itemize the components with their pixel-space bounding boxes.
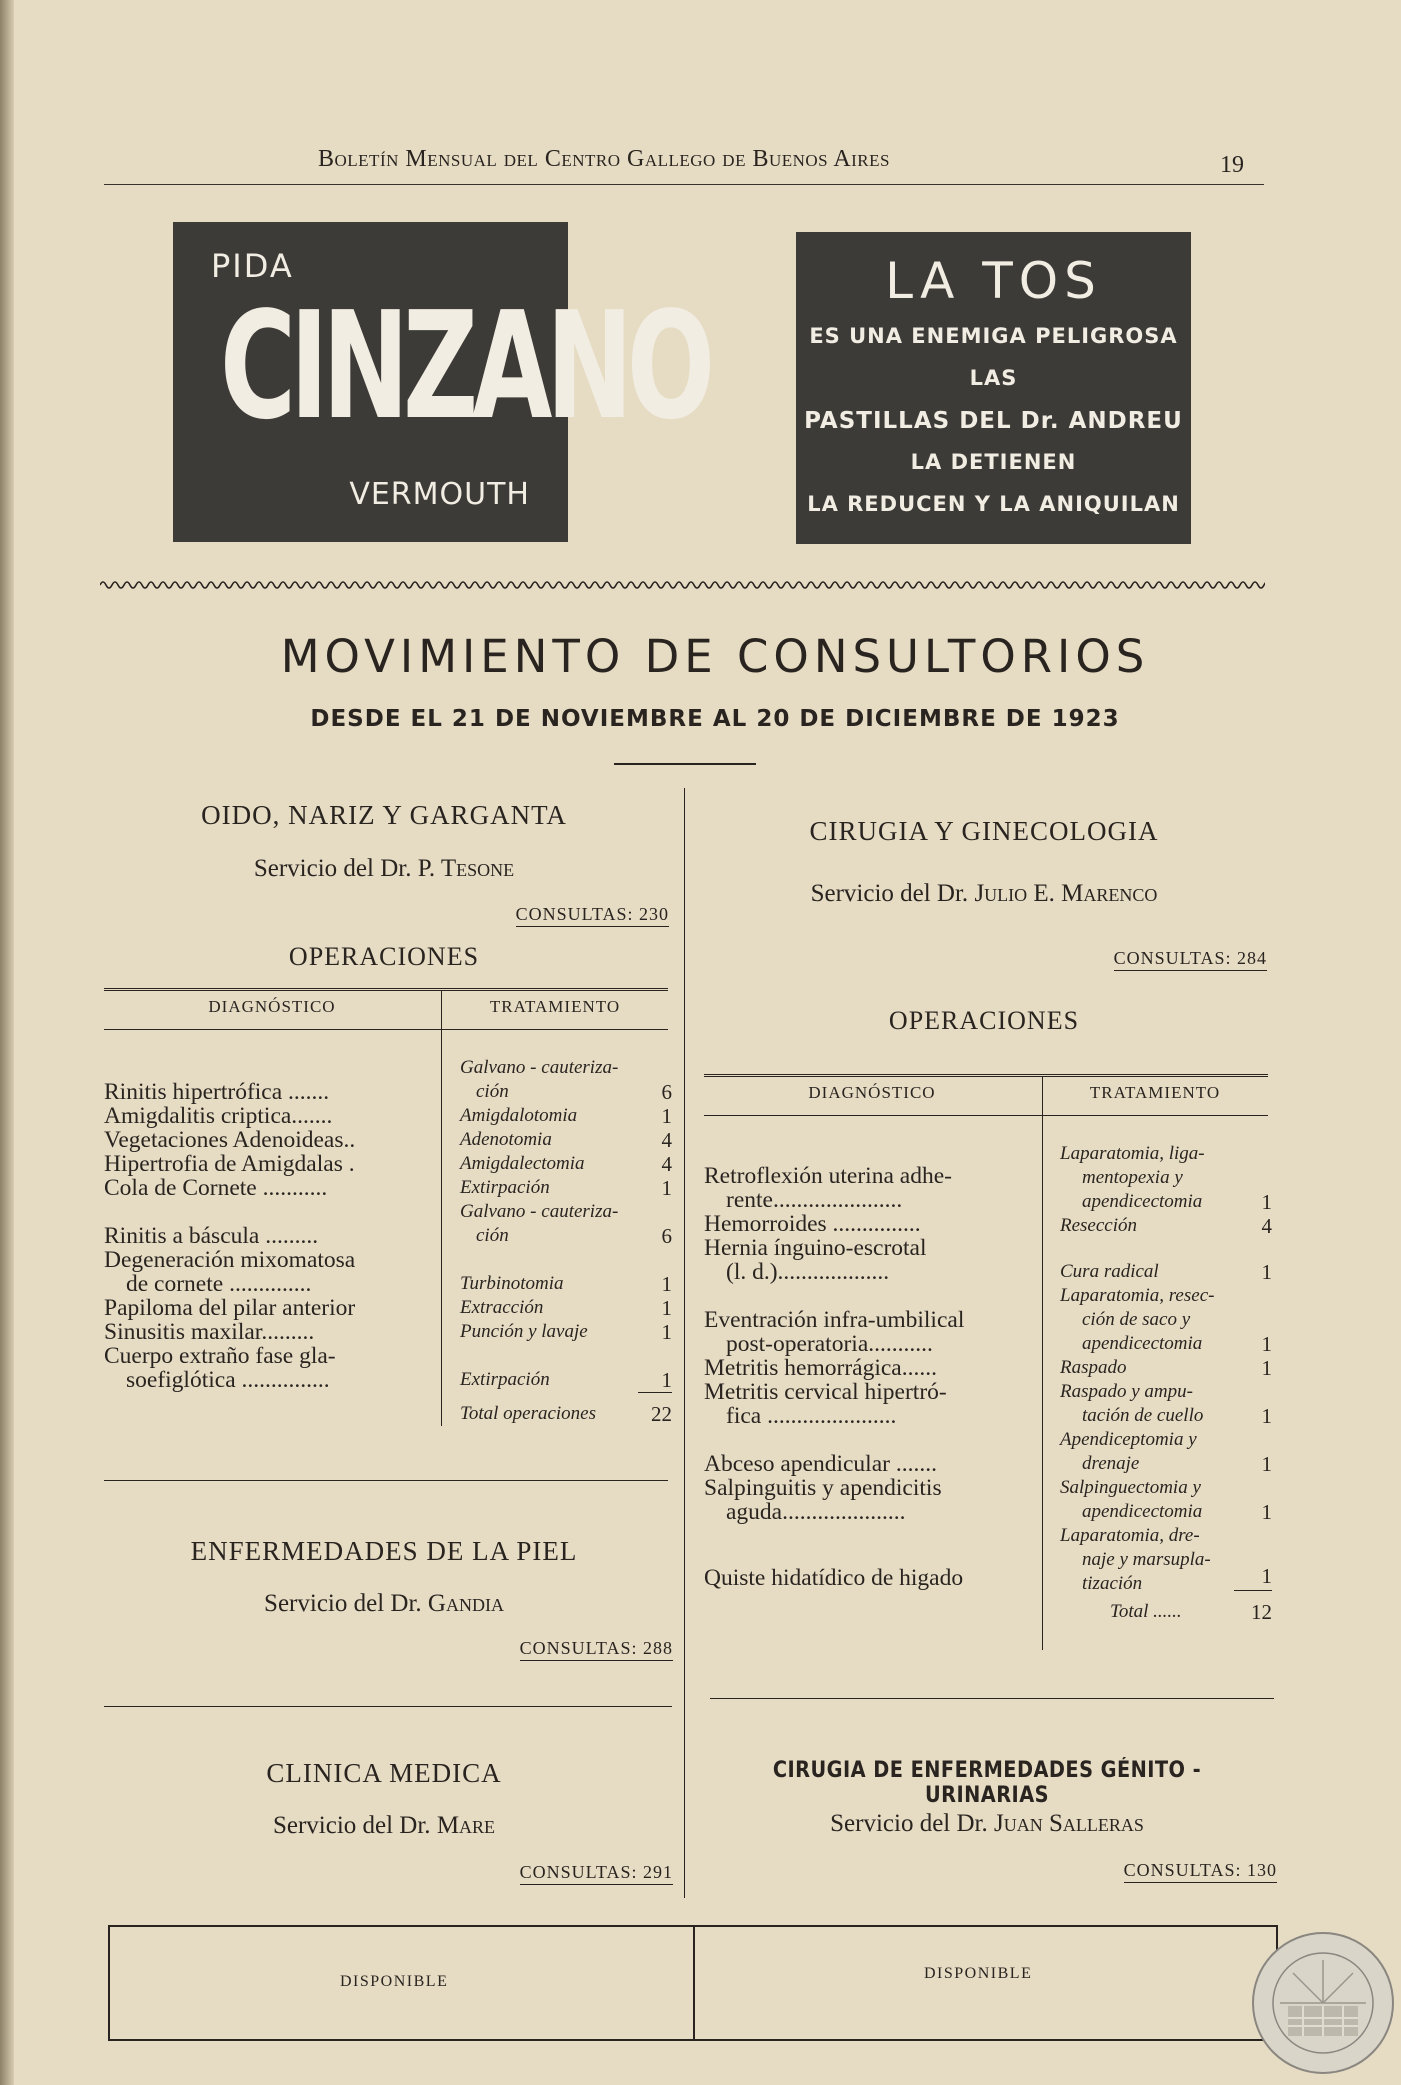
diag-item: Quiste hidatídico de higado <box>704 1565 964 1591</box>
count: 1 <box>1261 1564 1272 1588</box>
piel-title: ENFERMEDADES DE LA PIEL <box>190 1536 578 1566</box>
count: 6 <box>661 1224 672 1248</box>
trat-item: tación de cuello <box>1082 1405 1204 1426</box>
diag-item: Eventración infra-umbilical <box>704 1307 965 1333</box>
trat-item: Apendiceptomia y <box>1060 1429 1197 1450</box>
count: 1 <box>661 1296 672 1320</box>
trat-item: Extirpación <box>460 1369 550 1390</box>
page-binding-edge <box>0 0 14 2085</box>
servicio-label: Servicio del Dr. <box>264 1590 422 1617</box>
clinica-title: CLINICA MEDICA <box>266 1758 502 1788</box>
servicio-label: Servicio del Dr. <box>272 1812 431 1839</box>
count-total: 12 <box>1251 1600 1272 1624</box>
header-title: Boletín Mensual del Centro Gallego de Buenos Aires <box>318 146 890 172</box>
oido-table-divider <box>441 990 442 1426</box>
oido-consultas: CONSULTAS: 230 <box>516 904 669 927</box>
page-number: 19 <box>1220 152 1244 178</box>
diag-item: (l. d.)................... <box>726 1259 890 1285</box>
count: 1 <box>1261 1500 1272 1524</box>
disponible-divider <box>693 1927 695 2039</box>
diag-item: Hipertrofia de Amigdalas . <box>104 1151 355 1177</box>
count: 4 <box>1261 1214 1272 1238</box>
cinzano-vermouth: VERMOUTH <box>349 477 530 512</box>
genito-servicio <box>704 1810 1270 1838</box>
doctor-name: P. Tesone <box>417 855 515 882</box>
doctor-name: Mare <box>436 1812 496 1839</box>
section-rule <box>104 1480 668 1481</box>
tos-line: PASTILLAS DEL Dr. ANDREU <box>804 408 1183 434</box>
trat-item: ción <box>476 1225 509 1246</box>
trat-item: apendicectomia <box>1082 1191 1203 1212</box>
tos-line: ES UNA ENEMIGA PELIGROSA <box>809 324 1178 348</box>
diag-item: Papiloma del pilar anterior <box>104 1295 356 1321</box>
sum-rule <box>638 1392 672 1393</box>
count: 1 <box>1261 1356 1272 1380</box>
count: 1 <box>661 1272 672 1296</box>
count: 4 <box>661 1128 672 1152</box>
oido-servicio <box>104 855 664 883</box>
diag-item: aguda..................... <box>726 1499 906 1525</box>
servicio-label: Servicio del Dr. <box>253 855 412 882</box>
diag-item: de cornete .............. <box>126 1271 312 1297</box>
count: 1 <box>1261 1190 1272 1214</box>
tos-line: LA REDUCEN Y LA ANIQUILAN <box>807 492 1180 516</box>
trat-item: mentopexia y <box>1082 1167 1183 1188</box>
doctor-name: Julio E. Marenco <box>974 880 1158 907</box>
disponible-left: DISPONIBLE <box>340 1973 449 1990</box>
cinzano-brand: CINZANO <box>219 280 709 452</box>
oido-title: OIDO, NARIZ Y GARGANTA <box>201 800 567 830</box>
trat-item: Amigdalotomia <box>460 1105 578 1126</box>
cinzano-advertisement <box>173 222 709 542</box>
count: 1 <box>1261 1404 1272 1428</box>
trat-item: drenaje <box>1082 1453 1140 1474</box>
cirugia-operaciones: OPERACIONES <box>888 1006 1080 1035</box>
trat-total: Total operaciones <box>460 1403 596 1424</box>
diag-item: Abceso apendicular ....... <box>704 1451 937 1477</box>
servicio-label: Servicio del Dr. <box>810 880 969 907</box>
trat-total: Total ...... <box>1110 1601 1182 1622</box>
count: 1 <box>661 1176 672 1200</box>
diag-item: Hernia ínguino-escrotal <box>704 1235 927 1261</box>
trat-item: Extracción <box>460 1297 544 1318</box>
piel-servicio <box>104 1590 664 1618</box>
diag-item: Sinusitis maxilar......... <box>104 1319 315 1345</box>
clinica-servicio <box>104 1812 664 1840</box>
oido-table-header <box>104 988 668 1030</box>
diag-item: Degeneración mixomatosa <box>104 1247 356 1273</box>
disponible-right: DISPONIBLE <box>924 1965 1033 1982</box>
trat-header: TRATAMIENTO <box>489 997 621 1016</box>
count-total: 22 <box>651 1402 672 1426</box>
diag-item: Metritis cervical hipertró- <box>704 1379 947 1405</box>
trat-item: Laparatomia, dre- <box>1060 1525 1200 1546</box>
running-header <box>104 132 1264 185</box>
trat-item: tización <box>1082 1573 1143 1594</box>
trat-item: Laparatomia, liga- <box>1060 1143 1205 1164</box>
count: 1 <box>1261 1452 1272 1476</box>
section-rule <box>104 1706 672 1707</box>
piel-consultas: CONSULTAS: 288 <box>520 1638 673 1661</box>
genito-consultas: CONSULTAS: 130 <box>1124 1860 1277 1883</box>
title-rule <box>614 763 756 765</box>
diag-item: Rinitis a báscula ......... <box>104 1223 319 1249</box>
genito-title: CIRUGIA DE ENFERMEDADES GÉNITO - URINARIAS <box>772 1758 1202 1808</box>
diag-item: fica ...................... <box>726 1403 897 1429</box>
doctor-name: Gandia <box>427 1590 504 1617</box>
tos-line: LA DETIENEN <box>910 450 1077 474</box>
diag-item: Amigdalitis criptica....... <box>104 1103 333 1129</box>
diag-item: Salpinguitis y apendicitis <box>704 1475 942 1501</box>
diag-item: Vegetaciones Adenoideas.. <box>104 1127 356 1153</box>
tos-line: LA TOS <box>885 252 1102 310</box>
clinica-consultas: CONSULTAS: 291 <box>520 1862 673 1885</box>
cinzano-pida: PIDA <box>211 247 294 285</box>
diag-item: Retroflexión uterina adhe- <box>704 1163 952 1189</box>
diag-item: soefiglótica ............... <box>126 1367 330 1393</box>
trat-item: Extirpación <box>460 1177 550 1198</box>
disponible-box <box>108 1925 1278 2041</box>
sum-rule <box>1234 1590 1272 1591</box>
count: 1 <box>661 1368 672 1392</box>
trat-item: apendicectomia <box>1082 1501 1203 1522</box>
diag-item: Hemorroides ............... <box>704 1211 921 1237</box>
trat-item: naje y marsupla- <box>1082 1549 1211 1570</box>
diag-item: Cuerpo extraño fase gla- <box>104 1343 336 1369</box>
trat-item: Punción y lavaje <box>460 1321 588 1342</box>
trat-item: Raspado <box>1060 1357 1127 1378</box>
oido-operaciones: OPERACIONES <box>288 942 480 971</box>
cirugia-servicio <box>704 880 1264 908</box>
trat-item: Turbinotomia <box>460 1273 564 1294</box>
diag-item: post-operatoria........... <box>726 1331 933 1357</box>
trat-item: Cura radical <box>1060 1261 1159 1282</box>
diag-item: Rinitis hipertrófica ....... <box>104 1079 330 1105</box>
trat-item: ción <box>476 1081 509 1102</box>
wavy-divider <box>100 578 1265 592</box>
trat-item: Raspado y ampu- <box>1060 1381 1193 1402</box>
count: 4 <box>661 1152 672 1176</box>
trat-item: Salpinguectomia y <box>1060 1477 1201 1498</box>
count: 6 <box>661 1080 672 1104</box>
trat-item: Galvano - cauteriza- <box>460 1201 619 1222</box>
section-rule <box>710 1698 1274 1699</box>
main-subtitle: DESDE EL 21 DE NOVIEMBRE AL 20 DE DICIEMBRE DE 1923 <box>310 706 1120 732</box>
diag-header: DIAGNÓSTICO <box>208 997 336 1016</box>
diag-item: Metritis hemorrágica...... <box>704 1355 937 1381</box>
cirugia-title: CIRUGIA Y GINECOLOGIA <box>809 816 1159 846</box>
trat-item: Laparatomia, resec- <box>1060 1285 1215 1306</box>
count: 1 <box>1261 1332 1272 1356</box>
trat-item: Adenotomia <box>460 1129 552 1150</box>
trat-item: Galvano - cauteriza- <box>460 1057 619 1078</box>
trat-header: TRATAMIENTO <box>1089 1083 1221 1102</box>
doctor-name: Juan Salleras <box>993 1810 1144 1837</box>
count: 1 <box>661 1320 672 1344</box>
trat-item: Amigdalectomia <box>460 1153 585 1174</box>
trat-item: Resección <box>1060 1215 1138 1236</box>
diag-item: rente...................... <box>726 1187 903 1213</box>
tos-line: LAS <box>969 366 1018 390</box>
count: 1 <box>1261 1260 1272 1284</box>
cirugia-table-header <box>704 1074 1268 1116</box>
cirugia-table-divider <box>1042 1076 1043 1650</box>
trat-item: apendicectomia <box>1082 1333 1203 1354</box>
trat-item: ción de saco y <box>1082 1309 1191 1330</box>
diag-item: Cola de Cornete ........... <box>104 1175 328 1201</box>
column-divider <box>684 788 685 1898</box>
diag-header: DIAGNÓSTICO <box>808 1083 936 1102</box>
main-title: MOVIMIENTO DE CONSULTORIOS <box>280 630 1150 683</box>
cirugia-consultas: CONSULTAS: 284 <box>1114 948 1267 971</box>
count: 1 <box>661 1104 672 1128</box>
andreu-advertisement <box>796 232 1191 544</box>
library-seal-stamp <box>1248 1928 1398 2078</box>
servicio-label: Servicio del Dr. <box>830 1810 988 1837</box>
